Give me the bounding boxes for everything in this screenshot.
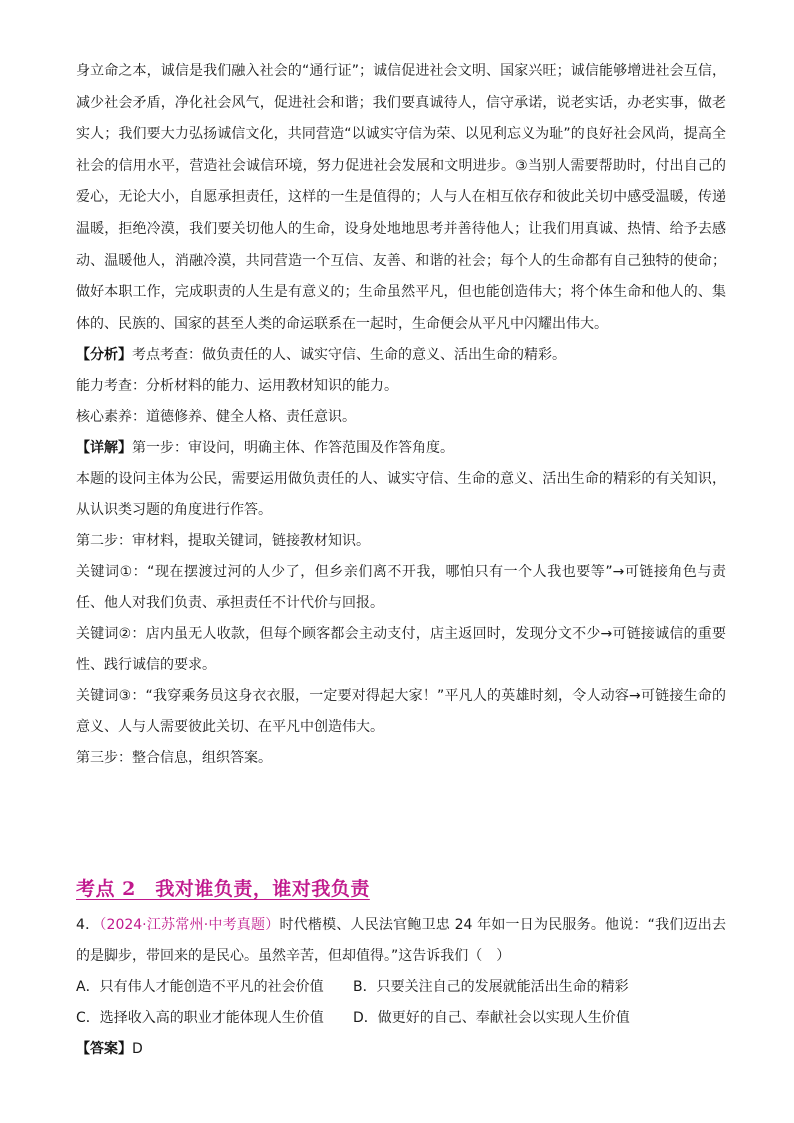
xiangjie-text: 第一步：审设问，明确主体、作答范围及作答角度。: [132, 440, 454, 457]
xiangjie-line: [76, 433, 726, 464]
step3-line: 第三步：整合信息，组织答案。: [76, 750, 272, 767]
step1-detail: 本题的设问主体为公民，需要运用做负责任的人、诚实守信、生命的意义、活出生命的精彩的有关知识，从认识类习题的角度进行作答。: [76, 471, 726, 519]
analysis-section: [76, 56, 726, 774]
answer-tag: 【答案】: [76, 1041, 132, 1057]
option-b: B．只要关注自己的发展就能活出生命的精彩: [353, 979, 629, 995]
options-row-2: [76, 1003, 726, 1034]
fenxi-text: 考点考查：做负责任的人、诚实守信、生命的意义、活出生命的精彩。: [132, 347, 566, 364]
analysis-paragraph: 身立命之本，诚信是我们融入社会的“通行证”；诚信促进社会文明、国家兴旺；诚信能够增进社会互信，减少社会矛盾，净化社会风气，促进社会和谐；我们要真诚待人，信守承诺，说老实话，办老实事，做老实人；我们要大力弘扬诚信文化，共同营造“以诚实守信为荣、以见利忘义为耻”的良好社会风尚，提高全社会的信用水平，营造社会诚信环境，努力促进社会发展和文明进步。③当别人需要帮助时，付出自己的爱心，无论大小，自愿承担责任，这样的一生是值得的；人与人在相互依存和彼此关切中感受温暖，传递温暖，拒绝冷漠，我们要关切他人的生命，设身处地地思考并善待他人；让我们用真诚、热情、给予去感动、温暖他人，消融冷漠，共同营造一个互信、友善、和谐的社会；每个人的生命都有自己独特的使命；做好本职工作，完成职责的人生是有意义的；生命虽然平凡，但也能创造伟大；将个体生命和他人的、集体的、民族的、国家的甚至人类的命运联系在一起时，生命便会从平凡中闪耀出伟大。: [76, 63, 726, 332]
question-block: [76, 910, 726, 1065]
question-source: （2024·江苏常州·中考真题）: [99, 917, 280, 933]
question-stem: [76, 910, 726, 972]
answer-value: D: [132, 1041, 143, 1057]
keyword1-line: 关键词①：“现在摆渡过河的人少了，但乡亲们离不开我，哪怕只有一个人我也要等”→可链接角色与责任、他人对我们负责、承担责任不计代价与回报。: [76, 564, 726, 612]
fenxi-tag: 【分析】: [76, 347, 132, 364]
answer-line: [76, 1034, 726, 1065]
option-c: C．选择收入高的职业才能体现人生价值: [76, 1010, 324, 1026]
option-d: D．做更好的自己、奉献社会以实现人生价值: [353, 1010, 630, 1026]
xiangjie-tag: 【详解】: [76, 440, 132, 457]
option-a: A．只有伟人才能创造不平凡的社会价值: [76, 979, 324, 995]
section-heading: 考点 2 我对谁负责，谁对我负责: [76, 878, 370, 900]
step2-line: 第二步：审材料，提取关键词，链接教材知识。: [76, 533, 370, 550]
keyword2-line: 关键词②：店内虽无人收款，但每个顾客都会主动支付，店主返回时，发现分文不少→可链接诚信的重要性、践行诚信的要求。: [76, 626, 726, 674]
fenxi-line: [76, 340, 726, 371]
ability-line: 能力考查：分析材料的能力、运用教材知识的能力。: [76, 378, 398, 395]
keyword3-line: 关键词③：“我穿乘务员这身衣衣服，一定要对得起大家！”平凡人的英雄时刻，令人动容→可链接生命的意义、人与人需要彼此关切、在平凡中创造伟大。: [76, 688, 726, 736]
question-text: 时代楷模、人民法官鲍卫忠 24 年如一日为民服务。他说：“我们迈出去的是脚步，带回来的是民心。虽然辛苦，但却值得。”这告诉我们（ ）: [76, 917, 727, 964]
question-number: 4．: [76, 917, 100, 933]
options-row-1: [76, 972, 726, 1003]
literacy-line: 核心素养：道德修养、健全人格、责任意识。: [76, 409, 356, 426]
